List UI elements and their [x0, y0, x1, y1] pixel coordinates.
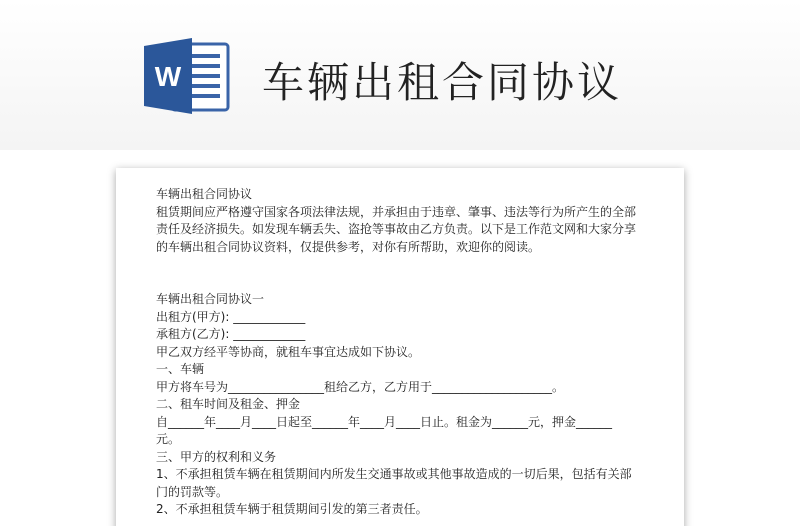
header-banner [0, 0, 800, 150]
doc-section-title: 车辆出租合同协议一 [156, 292, 265, 306]
document-body [156, 186, 648, 519]
doc-heading: 车辆出租合同协议 [156, 187, 253, 201]
doc-paragraph-line: 甲乙双方经平等协商，就租车事宜达成如下协议。 [156, 344, 421, 359]
doc-paragraph-line: 的车辆出租合同协议资料，仅提供参考，对你有所帮助，欢迎你的阅读。 [156, 239, 541, 254]
doc-paragraph-line: 门的罚款等。 [156, 484, 229, 499]
doc-paragraph-line: 2、不承担租赁车辆于租赁期间引发的第三者责任。 [156, 502, 428, 516]
page-title: 车辆出租合同协议 [262, 58, 623, 107]
clause-heading: 二、租车时间及租金、押金 [156, 397, 301, 411]
doc-paragraph-line: 责任及经济损失。如发现车辆丢失、盗抢等事故由乙方负责。以下是工作范文网和大家分享 [156, 222, 637, 236]
clause-heading: 三、甲方的权利和义务 [156, 449, 277, 464]
doc-paragraph-line: 1、不承担租赁车辆在租赁期间内所发生交通事故或其他事故造成的一切后果，包括有关部 [156, 467, 632, 481]
doc-paragraph-line: 甲方将车号为________________租给乙方，乙方用于____________________。 [156, 379, 565, 394]
doc-paragraph-line: 自______年____月____日起至______年____月____日止。租金为______元，押金______ [156, 414, 613, 429]
word-icon-letter: W [154, 61, 182, 92]
lessor-line: 出租方(甲方): ____________ [156, 309, 306, 324]
clause-heading: 一、车辆 [156, 362, 205, 376]
doc-paragraph-line: 元。 [156, 432, 181, 446]
word-icon [142, 36, 232, 116]
lessee-line: 承租方(乙方): ____________ [156, 327, 306, 341]
doc-paragraph-line: 租赁期间应严格遵守国家各项法律法规，并承担由于违章、肇事、违法等行为所产生的全部 [156, 204, 637, 219]
document-page [116, 168, 684, 526]
